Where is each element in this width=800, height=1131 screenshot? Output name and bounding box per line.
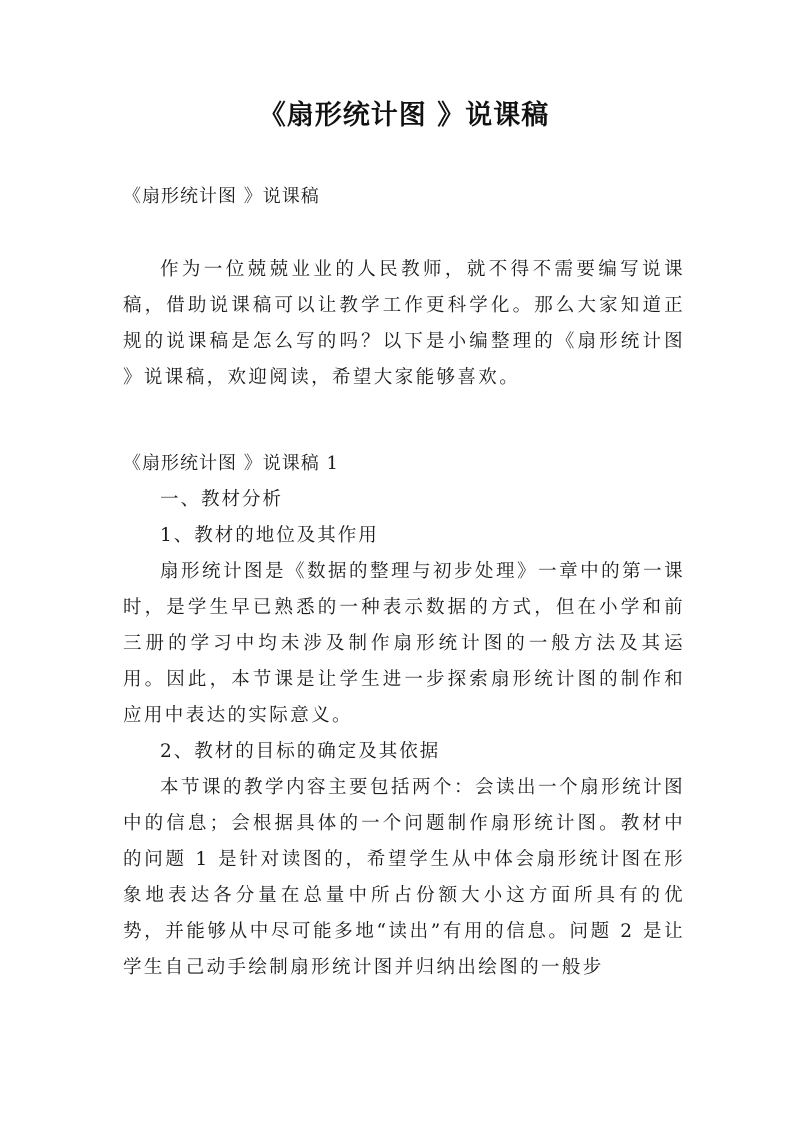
- heading-textbook-analysis: 一、教材分析: [160, 489, 284, 510]
- document-title: 《扇形统计图 》说课稿: [258, 100, 550, 131]
- document-subtitle: 《扇形统计图 》说课稿: [123, 186, 320, 207]
- paragraph-goals-and-basis: 本节课的教学内容主要包括两个：会读出一个扇形统计图中的信息；会根据具体的一个问题制作扇形统计图。教材中的问题 1 是针对读图的，希望学生从中体会扇形统计图在形象地表达各分量在总量中所占份额大小这方面所具有的优势，并能够从中尽可能多地“读出”有用的信息。问题 2 是让学生自己动手绘制扇形统计图并归纳出绘图的一般步: [123, 777, 685, 978]
- heading-goals-and-basis: 2、教材的目标的确定及其依据: [160, 741, 441, 762]
- intro-paragraph: 作为一位兢兢业业的人民教师，就不得不需要编写说课稿，借助说课稿可以让教学工作更科学化。那么大家知道正规的说课稿是怎么写的吗？以下是小编整理的《扇形统计图 》说课稿，欢迎阅读，希望大家能够喜欢。: [123, 259, 685, 388]
- heading-status-and-role: 1、教材的地位及其作用: [160, 525, 379, 546]
- paragraph-status-and-role: 扇形统计图是《数据的整理与初步处理》一章中的第一课时，是学生早已熟悉的一种表示数据的方式，但在小学和前三册的学习中均未涉及制作扇形统计图的一般方法及其运用。因此，本节课是让学生进一步探索扇形统计图的制作和应用中表达的实际意义。: [123, 561, 685, 726]
- section-title: 《扇形统计图 》说课稿 1: [123, 453, 339, 474]
